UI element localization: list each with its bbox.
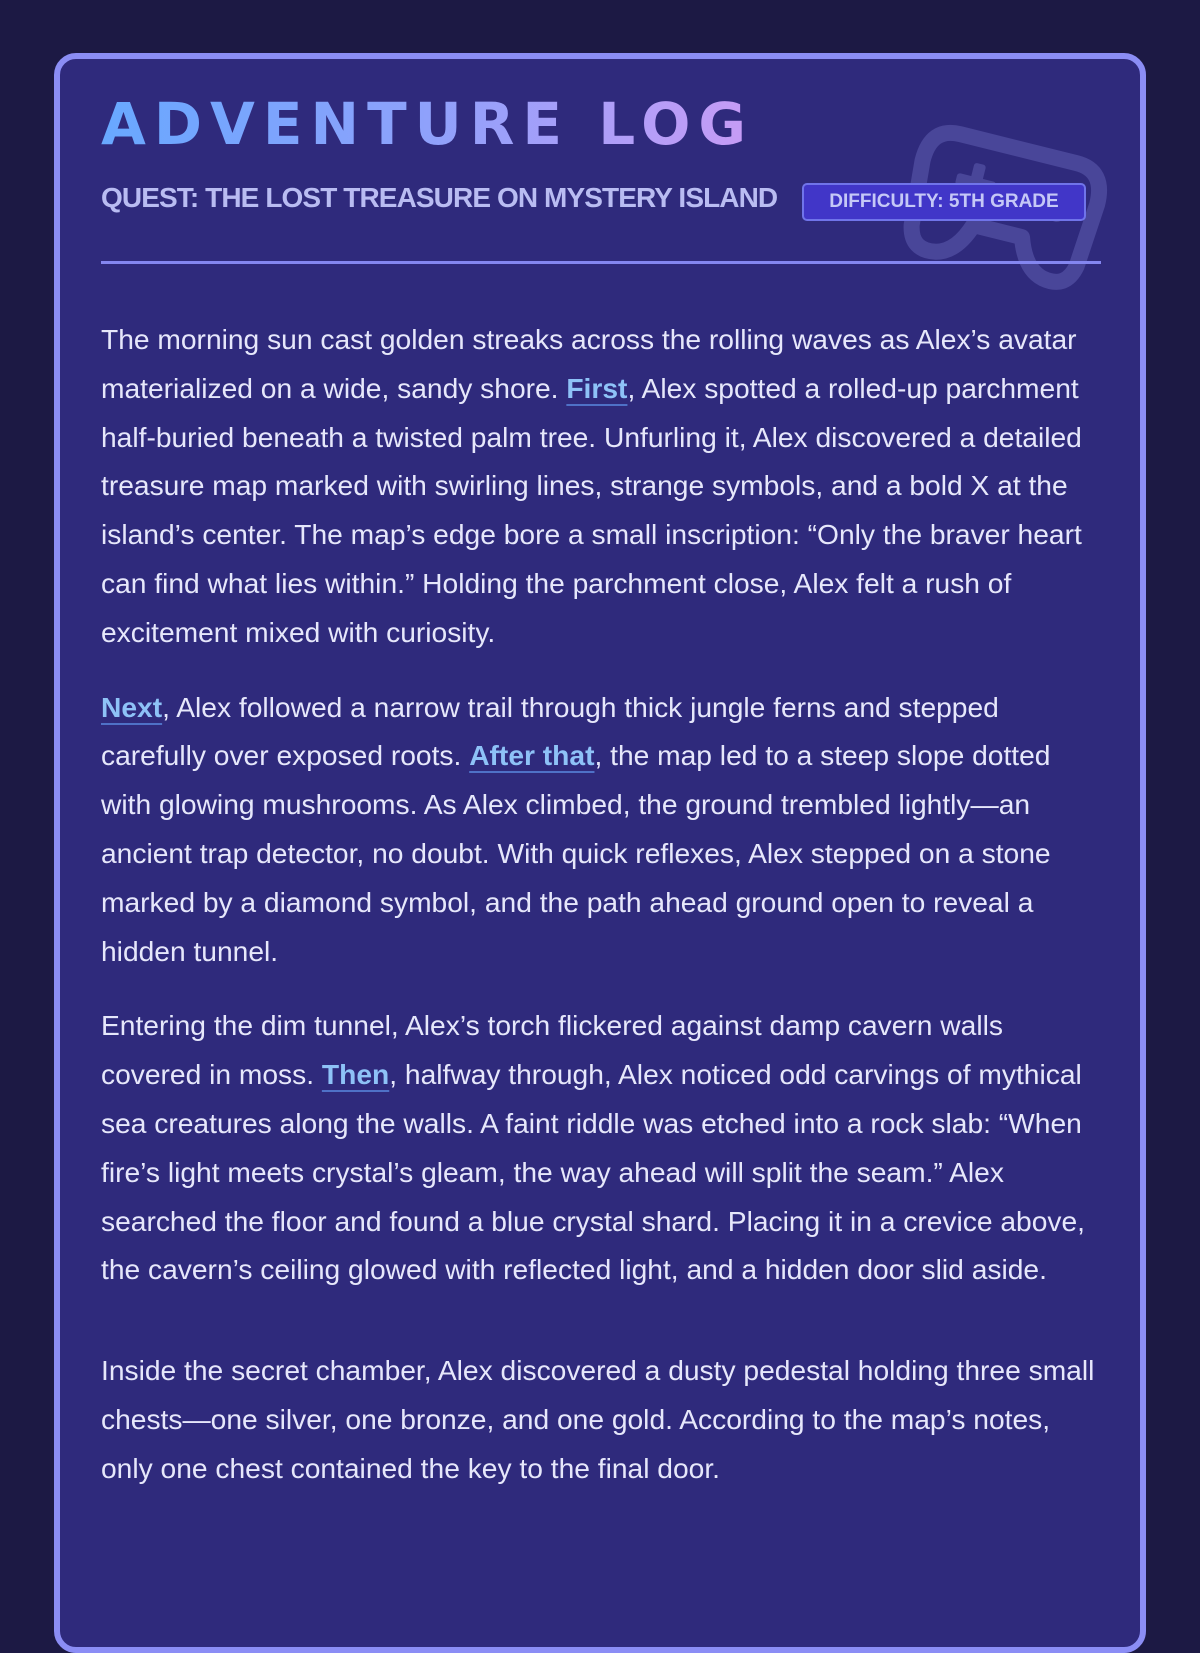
transition-word-first: First bbox=[566, 371, 628, 404]
adventure-log-card bbox=[54, 53, 1146, 1653]
transition-word-next: Next bbox=[101, 690, 163, 723]
story-paragraph-3 bbox=[101, 1001, 1101, 1294]
difficulty-badge: DIFFICULTY: 5TH GRADE bbox=[802, 183, 1086, 221]
story-text: , halfway through, Alex noticed odd carvings of mythical sea creatures along the walls. A faint riddle was etched into a rock slab: “When fire’s light meets crystal’s gleam, the way ahead will split the seam.” Alex searched the floor and found a blue crystal shard. Placing it in a crevice above, the cavern’s ceiling glowed with reflected light, and a hidden door slid aside. bbox=[101, 1058, 1086, 1286]
transition-word-then: Then bbox=[321, 1058, 390, 1091]
quest-subtitle: QUEST: THE LOST TREASURE ON MYSTERY ISLAND bbox=[101, 182, 778, 213]
story-paragraph-4 bbox=[101, 1346, 1101, 1492]
story-text: Entering the dim tunnel, Alex’s torch flickered against damp cavern walls covered in moss. bbox=[101, 1009, 1003, 1091]
header-divider bbox=[101, 261, 1101, 264]
transition-word-after-that: After that bbox=[469, 739, 595, 772]
story-body bbox=[101, 315, 1101, 1493]
story-text: The morning sun cast golden streaks across the rolling waves as Alex’s avatar materialized on a wide, sandy shore. bbox=[101, 323, 1077, 404]
story-text: , Alex spotted a rolled-up parchment half-buried beneath a twisted palm tree. Unfurling it, Alex discovered a detailed treasure map marked with swirling lines, strange symbols, and a bold X at the island’s center. The map’s edge bore a small inscription: “Only the braver heart can find what lies within.” Holding the parchment close, Alex felt a rush of excitement mixed with curiosity. bbox=[101, 371, 1082, 648]
story-paragraph-2 bbox=[101, 683, 1101, 976]
story-text: Inside the secret chamber, Alex discovered a dusty pedestal holding three small chests—one silver, one bronze, and one gold. According to the map’s notes, only one chest contained the key to the final door. bbox=[101, 1354, 1095, 1484]
story-text: , the map led to a steep slope dotted with glowing mushrooms. As Alex climbed, the ground trembled lightly—an ancient trap detector, no doubt. With quick reflexes, Alex stepped on a stone marked by a diamond symbol, and the path ahead ground open to reveal a hidden tunnel. bbox=[101, 739, 1051, 967]
story-text: , Alex followed a narrow trail through thick jungle ferns and stepped carefully over exposed roots. bbox=[101, 690, 999, 772]
story-paragraph-1 bbox=[101, 315, 1101, 657]
page-title: ADVENTURE LOG bbox=[101, 90, 755, 158]
